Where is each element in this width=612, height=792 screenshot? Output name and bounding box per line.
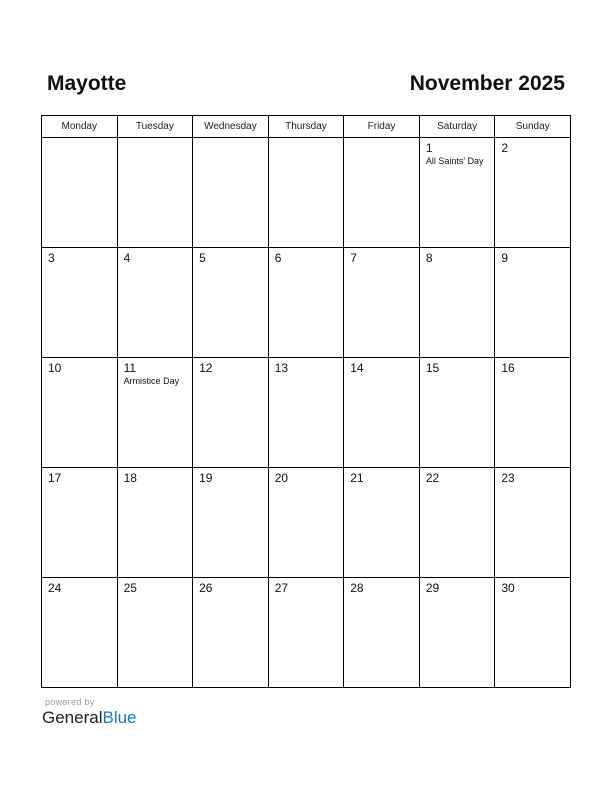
day-number: 18 [123,471,137,485]
day-number [344,138,419,141]
day-cell [42,358,118,468]
weekday-header-thursday: Thursday [268,116,344,138]
day-number: 14 [350,361,364,375]
day-cell [193,358,269,468]
generalblue-logo [42,708,137,728]
day-cell [268,248,344,358]
day-cell [117,248,193,358]
day-cell [344,468,420,578]
day-cell [117,468,193,578]
powered-by-label: powered by [45,697,95,707]
weekday-header-row [42,116,571,138]
day-cell [117,138,193,248]
calendar-body [42,138,571,688]
day-cell [495,468,571,578]
day-number [118,138,193,141]
day-number [193,138,268,141]
day-cell [495,138,571,248]
day-number: 15 [425,361,440,375]
day-number: 20 [274,471,289,485]
weekday-header-wednesday: Wednesday [193,116,269,138]
day-cell [268,358,344,468]
month-calendar [41,115,571,688]
day-number [269,138,344,141]
day-cell [344,358,420,468]
day-number: 7 [350,251,357,265]
day-number: 9 [501,251,509,265]
day-cell [268,468,344,578]
day-cell [419,358,495,468]
day-number: 26 [199,581,213,595]
day-number: 10 [48,361,62,375]
day-number: 22 [425,471,440,485]
day-number: 28 [350,581,364,595]
day-number: 4 [123,251,131,265]
day-number: 5 [199,251,206,265]
week-row [42,358,571,468]
day-cell [419,248,495,358]
day-number: 13 [274,361,289,375]
weekday-header-saturday: Saturday [419,116,495,138]
week-row [42,468,571,578]
country-title: Mayotte [47,72,127,95]
day-cell [419,468,495,578]
day-number: 17 [48,471,62,485]
day-number: 25 [123,581,137,595]
day-cell [42,248,118,358]
day-number: 23 [501,471,515,485]
day-cell [268,578,344,688]
day-number: 16 [501,361,515,375]
day-number: 30 [501,581,515,595]
day-number: 21 [350,471,364,485]
day-cell [193,468,269,578]
day-number: 19 [199,471,213,485]
week-row [42,138,571,248]
weekday-header-tuesday: Tuesday [117,116,193,138]
day-cell [42,578,118,688]
day-number: 12 [199,361,213,375]
day-cell [42,138,118,248]
day-number: 3 [48,251,55,265]
day-cell [193,138,269,248]
day-number: 24 [48,581,62,595]
day-cell [344,248,420,358]
day-cell [495,578,571,688]
day-number: 8 [425,251,433,265]
weekday-header-friday: Friday [344,116,420,138]
month-year-title: November 2025 [409,72,565,95]
weekday-header-sunday: Sunday [495,116,571,138]
day-cell [268,138,344,248]
day-number: 29 [425,581,440,595]
day-cell [344,138,420,248]
day-cell [419,138,495,248]
weekday-header-monday: Monday [42,116,118,138]
day-cell [42,468,118,578]
day-number [42,138,117,141]
day-cell [495,248,571,358]
day-cell [419,578,495,688]
holiday-label: Armistice Day [123,376,180,386]
day-number: 27 [274,581,289,595]
brand-name-part1: General [42,708,103,727]
holiday-label: All Saints' Day [425,156,484,166]
day-cell [495,358,571,468]
week-row [42,248,571,358]
day-number: 2 [501,141,509,155]
day-cell [117,358,193,468]
brand-name-part2: Blue [102,708,137,727]
day-number: 1 [425,141,433,155]
day-number: 6 [274,251,282,265]
day-cell [344,578,420,688]
day-number: 11 [123,361,137,375]
day-cell [117,578,193,688]
week-row [42,578,571,688]
day-cell [193,248,269,358]
day-cell [193,578,269,688]
